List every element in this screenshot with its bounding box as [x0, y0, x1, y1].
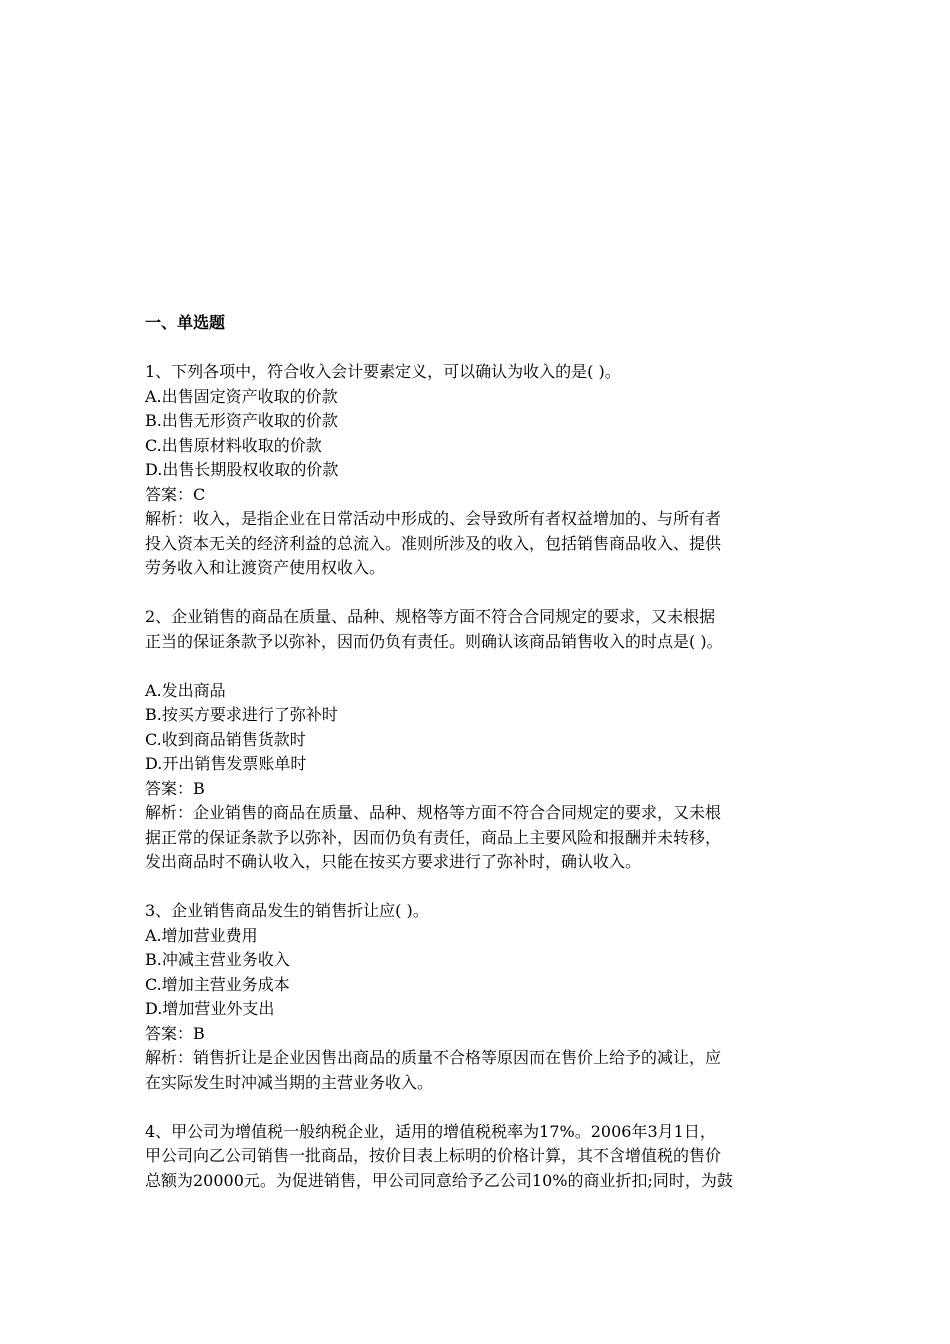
analysis-line: 据正常的保证条款予以弥补，因而仍负有责任，商品上主要风险和报酬并未转移， [145, 827, 722, 847]
question-stem: 3、企业销售商品发生的销售折让应( )。 [145, 901, 429, 920]
analysis-line: 解析：企业销售的商品在质量、品种、规格等方面不符合合同规定的要求，又未根 [145, 803, 722, 822]
blank-line [145, 336, 815, 361]
option-b: B.按买方要求进行了弥补时 [145, 705, 338, 724]
answer: 答案：B [145, 1023, 205, 1043]
blank-line [145, 1095, 815, 1120]
question-2 [145, 605, 815, 875]
analysis-line: 解析：销售折让是企业因售出商品的质量不合格等原因而在售价上给予的减让，应 [145, 1048, 722, 1067]
answer: 答案：B [145, 778, 205, 798]
question-stem: 1、下列各项中，符合收入会计要素定义，可以确认为收入的是( )。 [145, 362, 621, 381]
question-3 [145, 899, 815, 1095]
analysis-line: 解析：收入，是指企业在日常活动中形成的、会导致所有者权益增加的、与所有者 [145, 509, 722, 528]
option-a: A.发出商品 [145, 680, 226, 700]
analysis-line: 在实际发生时冲减当期的主营业务收入。 [145, 1072, 434, 1092]
analysis-line: 劳务收入和让渡资产使用权收入。 [145, 558, 386, 577]
blank-line [145, 581, 815, 606]
question-1 [145, 360, 815, 581]
option-b: B.出售无形资产收取的价款 [145, 411, 338, 430]
question-stem: 总额为20000元。为促进销售，甲公司同意给予乙公司10%的商业折扣;同时，为鼓 [145, 1170, 733, 1190]
blank-line [145, 654, 815, 679]
question-stem: 2、企业销售的商品在质量、品种、规格等方面不符合合同规定的要求，又未根据 [145, 607, 716, 626]
document-body [145, 311, 815, 1193]
question-stem: 甲公司向乙公司销售一批商品，按价目表上标明的价格计算，其不含增值税的售价 [145, 1146, 722, 1165]
option-a: A.增加营业费用 [145, 925, 258, 945]
option-c: C.增加主营业务成本 [145, 974, 290, 994]
analysis-line: 投入资本无关的经济利益的总流入。准则所涉及的收入，包括销售商品收入、提供 [145, 533, 722, 553]
option-a: A.出售固定资产收取的价款 [145, 386, 338, 406]
analysis-line: 发出商品时不确认收入，只能在按买方要求进行了弥补时，确认收入。 [145, 852, 642, 871]
question-stem: 正当的保证条款予以弥补，因而仍负有责任。则确认该商品销售收入的时点是( )。 [145, 631, 723, 651]
question-4 [145, 1120, 815, 1194]
option-c: C.收到商品销售货款时 [145, 729, 306, 749]
blank-line [145, 875, 815, 900]
option-d: D.开出销售发票账单时 [145, 754, 307, 773]
option-d: D.增加营业外支出 [145, 999, 275, 1018]
section-title: 一、单选题 [145, 313, 226, 332]
option-c: C.出售原材料收取的价款 [145, 435, 322, 455]
option-d: D.出售长期股权收取的价款 [145, 460, 339, 479]
answer: 答案：C [145, 484, 206, 504]
option-b: B.冲减主营业务收入 [145, 950, 290, 969]
question-stem: 4、甲公司为增值税一般纳税企业，适用的增值税税率为17%。2006年3月1日， [145, 1121, 716, 1141]
